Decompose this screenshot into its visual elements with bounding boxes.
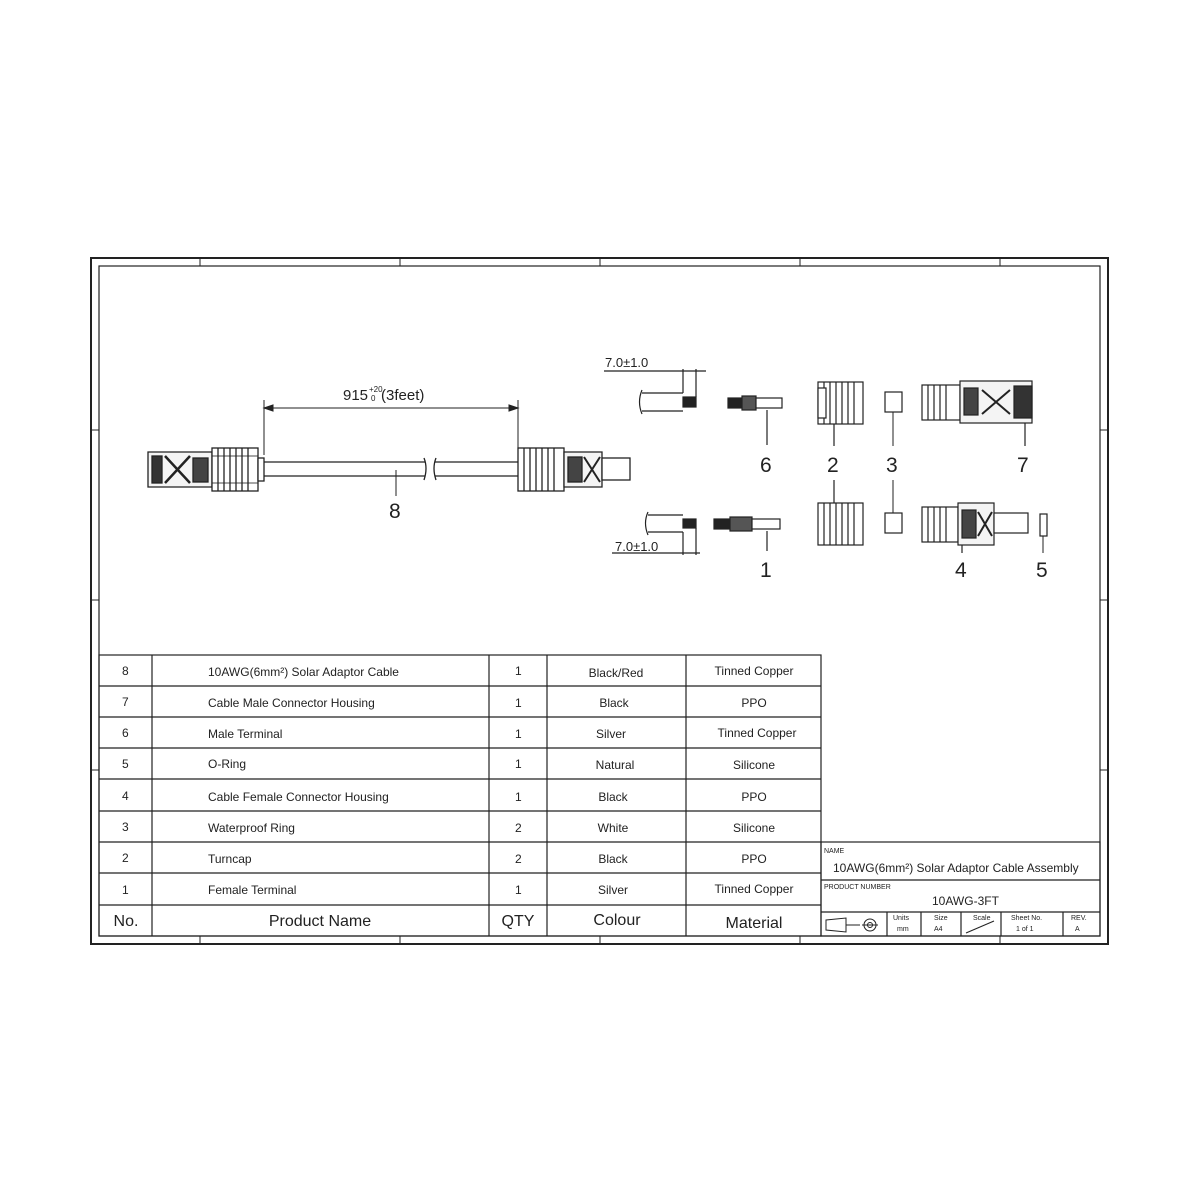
bom-name: Waterproof Ring bbox=[208, 821, 295, 835]
bom-colour: Silver bbox=[597, 883, 629, 897]
callout-8: 8 bbox=[389, 500, 401, 523]
bom-header-colour: Colour bbox=[593, 912, 641, 929]
bom-header-material: Material bbox=[725, 915, 783, 932]
bom-header-row bbox=[114, 912, 783, 932]
bom-qty: 1 bbox=[515, 664, 522, 678]
bom-material: Tinned Copper bbox=[714, 882, 794, 896]
bom-name: Cable Female Connector Housing bbox=[208, 790, 389, 804]
outer-border bbox=[91, 258, 1108, 944]
rev-label: REV. bbox=[1071, 915, 1087, 922]
scale-label: Scale bbox=[973, 915, 991, 922]
callout-3: 3 bbox=[886, 454, 898, 477]
bom-name: Male Terminal bbox=[208, 727, 283, 741]
callout-1: 1 bbox=[760, 559, 772, 582]
callout-4: 4 bbox=[955, 559, 967, 582]
bom-qty: 2 bbox=[515, 821, 522, 835]
callout-2: 2 bbox=[827, 454, 839, 477]
bom-row bbox=[122, 664, 793, 680]
bom-no: 7 bbox=[122, 695, 129, 709]
size-value: A4 bbox=[934, 926, 943, 933]
length-tol-minus: 0 bbox=[371, 394, 376, 403]
bom-material: Tinned Copper bbox=[714, 664, 794, 678]
length-value: 915 bbox=[343, 387, 369, 404]
bom-material: Silicone bbox=[732, 758, 776, 772]
bom-row bbox=[122, 820, 775, 835]
bom-row bbox=[122, 851, 767, 866]
product-number-label: PRODUCT NUMBER bbox=[824, 884, 891, 891]
units-value: mm bbox=[897, 926, 909, 933]
units-label: Units bbox=[893, 915, 909, 922]
size-label: Size bbox=[934, 915, 948, 922]
bom-qty: 1 bbox=[515, 757, 522, 771]
bom-row bbox=[122, 882, 793, 897]
bom-name: Female Terminal bbox=[208, 883, 297, 897]
bom-material: PPO bbox=[741, 852, 767, 866]
scale-mark bbox=[966, 921, 994, 933]
bom-row bbox=[122, 789, 767, 804]
o-ring-part bbox=[1040, 514, 1047, 536]
projection-symbol-icon bbox=[826, 918, 878, 932]
bom-row bbox=[122, 757, 775, 772]
bom-colour: Black/Red bbox=[588, 666, 644, 680]
rev-value: A bbox=[1075, 926, 1080, 933]
bom-header-name: Product Name bbox=[268, 913, 372, 930]
assembled-cable bbox=[148, 448, 630, 491]
bom-material: PPO bbox=[741, 696, 767, 710]
female-housing-part bbox=[922, 503, 1028, 553]
bom-no: 4 bbox=[122, 789, 129, 803]
sheet-label: Sheet No. bbox=[1011, 915, 1043, 922]
bom-colour: Black bbox=[598, 852, 628, 866]
inner-border bbox=[99, 266, 1100, 936]
turncap-top-part bbox=[818, 382, 863, 446]
strip-dimension-bottom: 7.0±1.0 bbox=[615, 539, 659, 554]
bom-colour: Black bbox=[598, 790, 628, 804]
waterproof-ring-top-part bbox=[885, 392, 902, 412]
length-note: (3feet) bbox=[381, 387, 425, 404]
bom-row bbox=[122, 726, 796, 741]
callout-6: 6 bbox=[760, 454, 772, 477]
bom-no: 6 bbox=[122, 726, 129, 740]
bom-name: O-Ring bbox=[208, 757, 247, 771]
bom-header-qty: QTY bbox=[501, 913, 535, 930]
length-dimension bbox=[264, 400, 518, 455]
waterproof-ring-bottom-part bbox=[885, 513, 902, 533]
length-tol-plus: +20 bbox=[369, 385, 383, 394]
bom-qty: 1 bbox=[515, 790, 522, 804]
strip-dimension-top: 7.0±1.0 bbox=[605, 355, 649, 370]
bom-material: Tinned Copper bbox=[717, 726, 797, 740]
bom-no: 8 bbox=[122, 664, 129, 678]
bom-no: 5 bbox=[122, 757, 129, 771]
bom-material: Silicone bbox=[732, 821, 776, 835]
bom-no: 2 bbox=[122, 851, 129, 865]
male-housing-part bbox=[922, 381, 1032, 446]
female-terminal-part bbox=[714, 517, 780, 551]
bom-colour: Black bbox=[599, 696, 629, 710]
bom-no: 3 bbox=[122, 820, 129, 834]
bom-colour: Natural bbox=[595, 758, 635, 772]
bom-colour: Silver bbox=[595, 727, 627, 741]
bom-name: Turncap bbox=[208, 852, 252, 866]
bom-qty: 2 bbox=[515, 852, 522, 866]
bom-material: PPO bbox=[741, 790, 767, 804]
stripped-wire-top bbox=[604, 369, 706, 414]
title-name-value: 10AWG(6mm²) Solar Adaptor Cable Assembly bbox=[833, 861, 1079, 875]
callout-7: 7 bbox=[1017, 454, 1029, 477]
bom-no: 1 bbox=[122, 883, 129, 897]
bom-header-no: No. bbox=[113, 913, 139, 930]
bom-qty: 1 bbox=[515, 727, 522, 741]
bom-row bbox=[122, 695, 767, 710]
sheet-value: 1 of 1 bbox=[1016, 926, 1034, 933]
callout-5: 5 bbox=[1036, 559, 1048, 582]
zone-ticks bbox=[91, 258, 1108, 944]
bom-colour: White bbox=[597, 821, 629, 835]
bom-name: 10AWG(6mm²) Solar Adaptor Cable bbox=[208, 665, 399, 679]
turncap-bottom-part bbox=[818, 480, 863, 545]
title-name-label: NAME bbox=[824, 848, 845, 855]
male-terminal-part bbox=[728, 396, 782, 445]
product-number-value: 10AWG-3FT bbox=[932, 894, 999, 908]
bom-name: Cable Male Connector Housing bbox=[208, 696, 375, 710]
bom-qty: 1 bbox=[515, 696, 522, 710]
bom-qty: 1 bbox=[515, 883, 522, 897]
